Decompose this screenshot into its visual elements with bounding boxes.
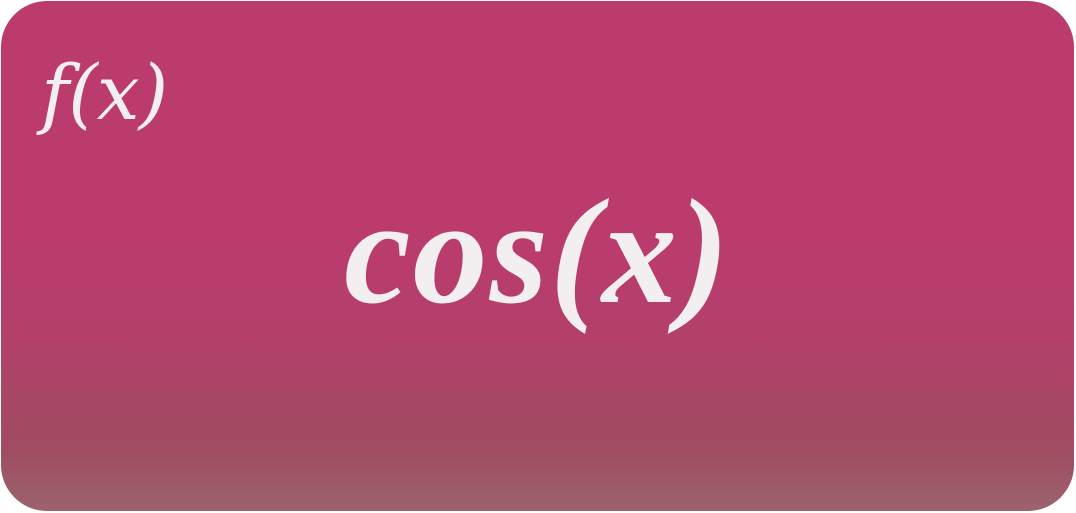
function-tile[interactable] <box>1 1 1074 511</box>
function-name-label: cos(x) <box>344 169 731 335</box>
function-category-label: f(x) <box>41 48 168 137</box>
